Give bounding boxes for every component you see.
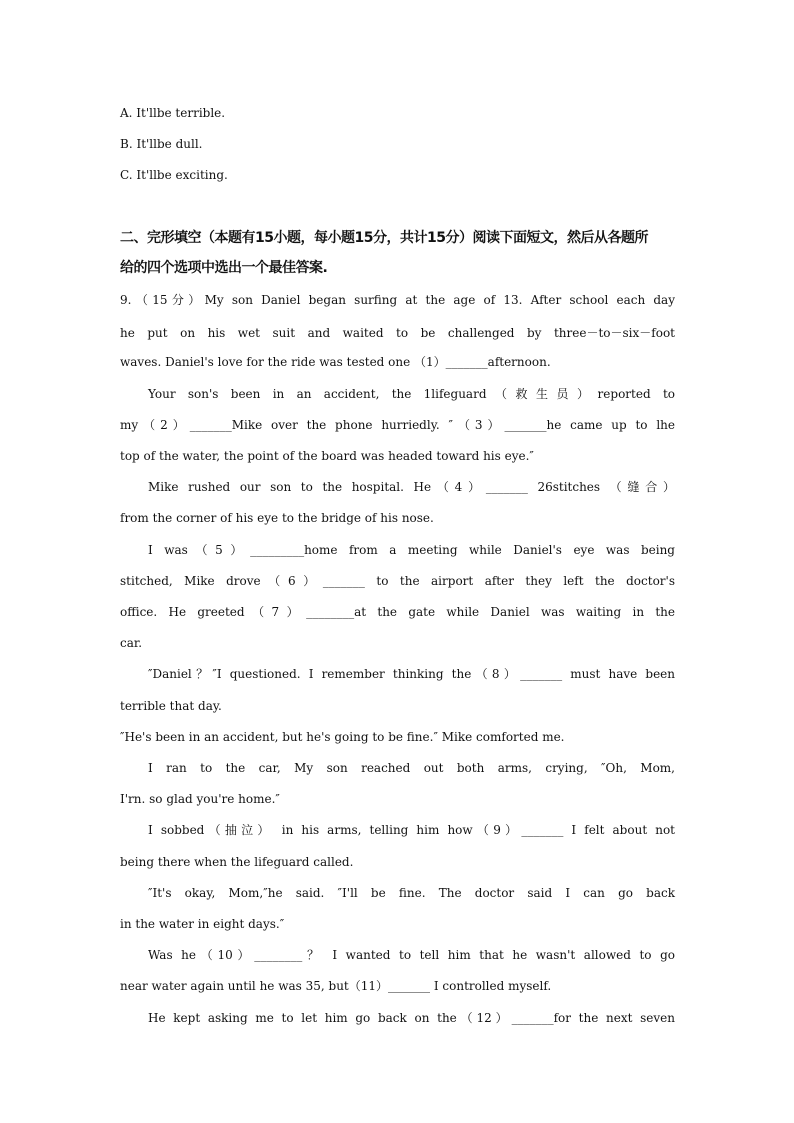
passage-line: waves. Daniel's love for the ride was tested one （1）_______afternoon.	[120, 355, 551, 369]
passage-line: terrible that day.	[120, 699, 222, 713]
passage-line: stitched, Mike drove（6）_______ to the airport after they left the doctor's	[120, 574, 675, 588]
passage-line: near water again until he was 35, but（11）_______ I controlled myself.	[120, 979, 552, 993]
section-heading: 二、完形填空（本题有15小题，每小题15分，共计15分）阅读下面短文，然后从各题所	[120, 230, 648, 246]
passage-line: car.	[120, 636, 143, 650]
passage-line: my（2）_______Mike over the phone hurriedly. ″（3）_______he came up to lhe	[120, 418, 675, 432]
passage-line: in the water in eight days.″	[120, 917, 285, 931]
passage-line: I'rn. so glad you're home.″	[120, 792, 280, 806]
option-c: C. It'llbe exciting.	[120, 168, 228, 182]
passage-line: I was（5）_________home from a meeting while Daniel's eye was being	[148, 543, 675, 557]
passage-line: being there when the lifeguard called.	[120, 855, 354, 869]
passage-line: He kept asking me to let him go back on the（12）_______for the next seven	[148, 1011, 675, 1025]
passage-line: top of the water, the point of the board was headed toward his eye.″	[120, 449, 534, 463]
passage-line: ″He's been in an accident, but he's going to be fine.″ Mike comforted me.	[120, 730, 565, 744]
passage-line: I sobbed（抽泣） in his arms, telling him how（9）_______ I felt about not	[148, 823, 675, 837]
passage-line: he put on his wet suit and waited to be challenged by three－to－six－foot	[120, 326, 675, 340]
passage-line: Was he（10）________？ I wanted to tell him that he wasn't allowed to go	[148, 948, 675, 962]
passage-line: Mike rushed our son to the hospital. He（4）_______ 26stitches （缝合）	[148, 480, 675, 494]
passage-line: office. He greeted（7）________at the gate while Daniel was waiting in the	[120, 605, 675, 619]
passage-line: from the corner of his eye to the bridge of his nose.	[120, 511, 434, 525]
option-b: B. It'llbe dull.	[120, 137, 203, 151]
section-heading-cont: 给的四个选项中选出一个最佳答案.	[120, 260, 328, 276]
passage-line: ″It's okay, Mom,″he said. ″I'll be fine. The doctor said I can go back	[148, 886, 675, 900]
option-a: A. It'llbe terrible.	[120, 106, 226, 120]
passage-line: I ran to the car, My son reached out both arms, crying, ″Oh, Mom,	[148, 761, 675, 775]
passage-line: Your son's been in an accident, the 1lifeguard（救生员）reported to	[148, 387, 675, 401]
passage-line: 9.（15分）My son Daniel began surfing at the age of 13. After school each day	[120, 293, 675, 307]
passage-line: ″Daniel？″I questioned. I remember thinking the（8）_______ must have been	[148, 667, 675, 681]
